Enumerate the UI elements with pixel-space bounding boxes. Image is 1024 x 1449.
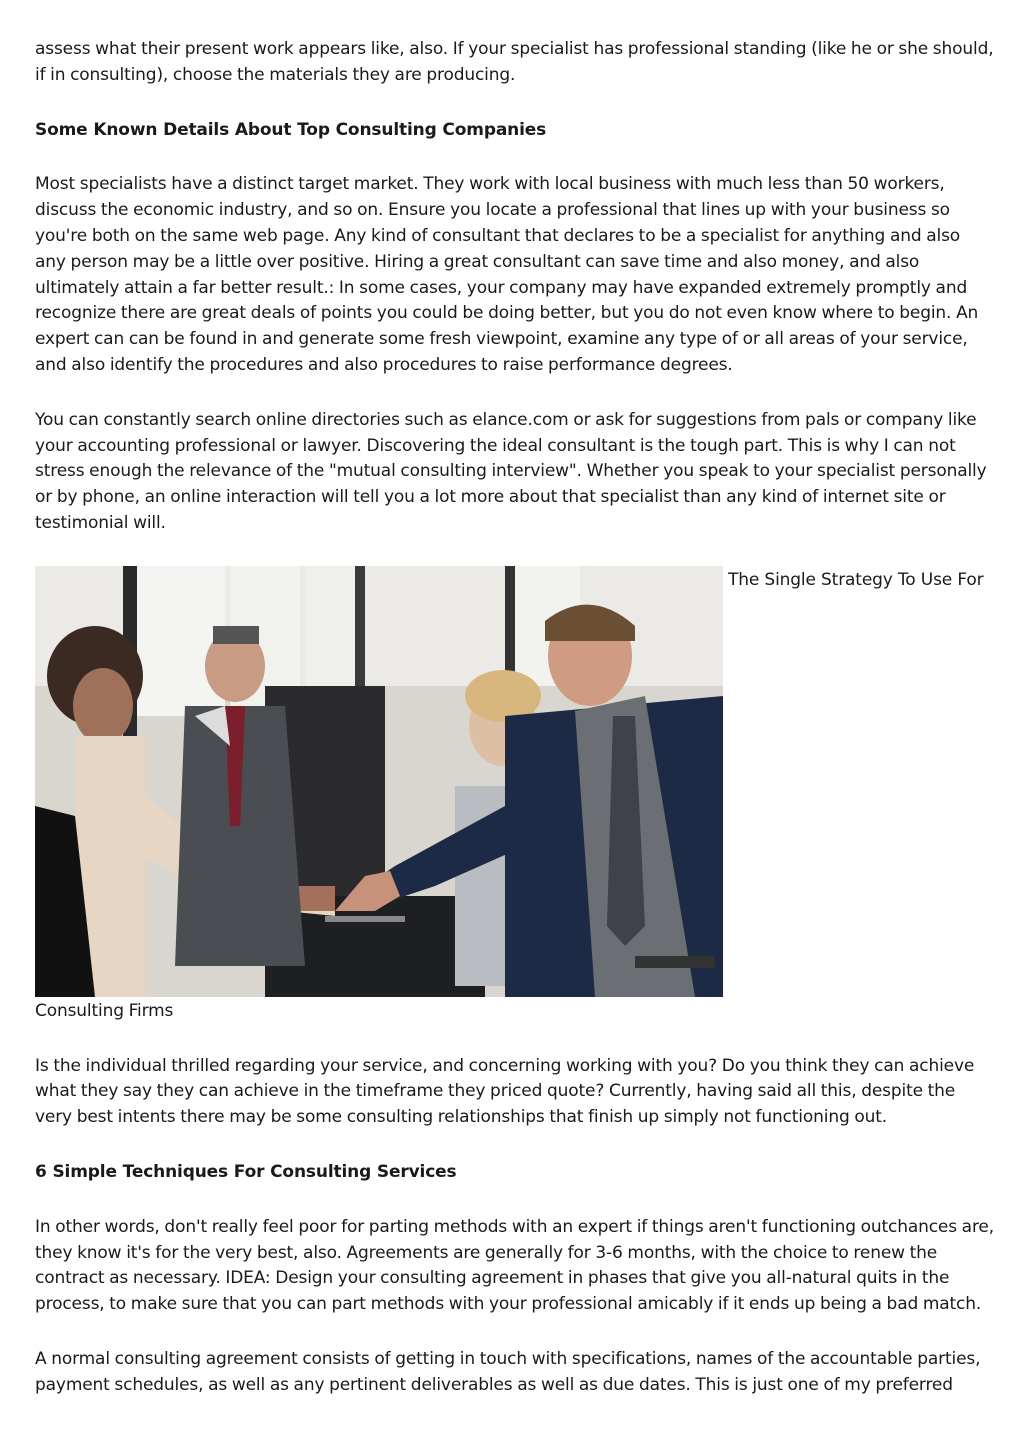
section-heading-top-consulting: Some Known Details About Top Consulting Companies xyxy=(35,119,547,140)
paragraph-specialists: Most specialists have a distinct target market. They work with local business with much less than 50 workers, discuss the economic industry, and so on. Ensure you locate a professional that lines up with your business so you're both on the same web page. Any kind of consultant that declares to be a specialist for anything and also any person may be a little over positive. Hiring a great consultant can save time and also money, and also ultimately attain a far better result.: In some cases, your company may have expanded extremely promptly and recognize there are great deals of points you could be doing better, but you do not even know where to begin. An expert can can be found in and generate some fresh viewpoint, examine any type of or all areas of your service, and also identify the procedures and also procedures to raise performance degrees. xyxy=(35,174,979,375)
figure-caption-start: The Single Strategy To Use For xyxy=(728,569,984,590)
handshake-illustration xyxy=(35,566,723,997)
paragraph-parting-ways: In other words, don't really feel poor for parting methods with an expert if things aren't functioning outchances are, they know it's for the very best, also. Agreements are generally for 3-6 months, with the choice to renew the contract as necessary. IDEA: Design your consulting agreement in phases that give you all-natural quits in the process, to make sure that you can part methods with your professional amicably if it ends up being a bad match. xyxy=(35,1216,994,1315)
paragraph-thrilled: Is the individual thrilled regarding your service, and concerning working with you? Do you think they can achieve what they say they can achieve in the timeframe they priced quote? Currently, having said all this, despite the very best intents there may be some consulting relationships that finish up simply not functioning out. xyxy=(35,1055,975,1128)
paragraph-agreement: A normal consulting agreement consists of getting in touch with specifications, names of the accountable parties, payment schedules, as well as any pertinent deliverables as well as due dates. This is just one of my preferred xyxy=(35,1348,981,1395)
paragraph-directories: You can constantly search online directories such as elance.com or ask for suggestions from pals or company like your accounting professional or lawyer. Discovering the ideal consultant is the tough part. This is why I can not stress enough the relevance of the "mutual consulting interview". Whether you speak to your specialist personally or by phone, an online interaction will tell you a lot more about that specialist than any kind of internet site or testimonial will. xyxy=(35,409,987,533)
figure-caption-end: Consulting Firms xyxy=(35,1000,174,1021)
paragraph-intro: assess what their present work appears like, also. If your specialist has professional standing (like he or she should, if in consulting), choose the materials they are producing. xyxy=(35,39,994,85)
figure-row xyxy=(35,566,995,997)
business-handshake-photo xyxy=(35,566,723,997)
article-body xyxy=(35,37,995,1399)
section-heading-simple-techniques: 6 Simple Techniques For Consulting Services xyxy=(35,1161,457,1182)
